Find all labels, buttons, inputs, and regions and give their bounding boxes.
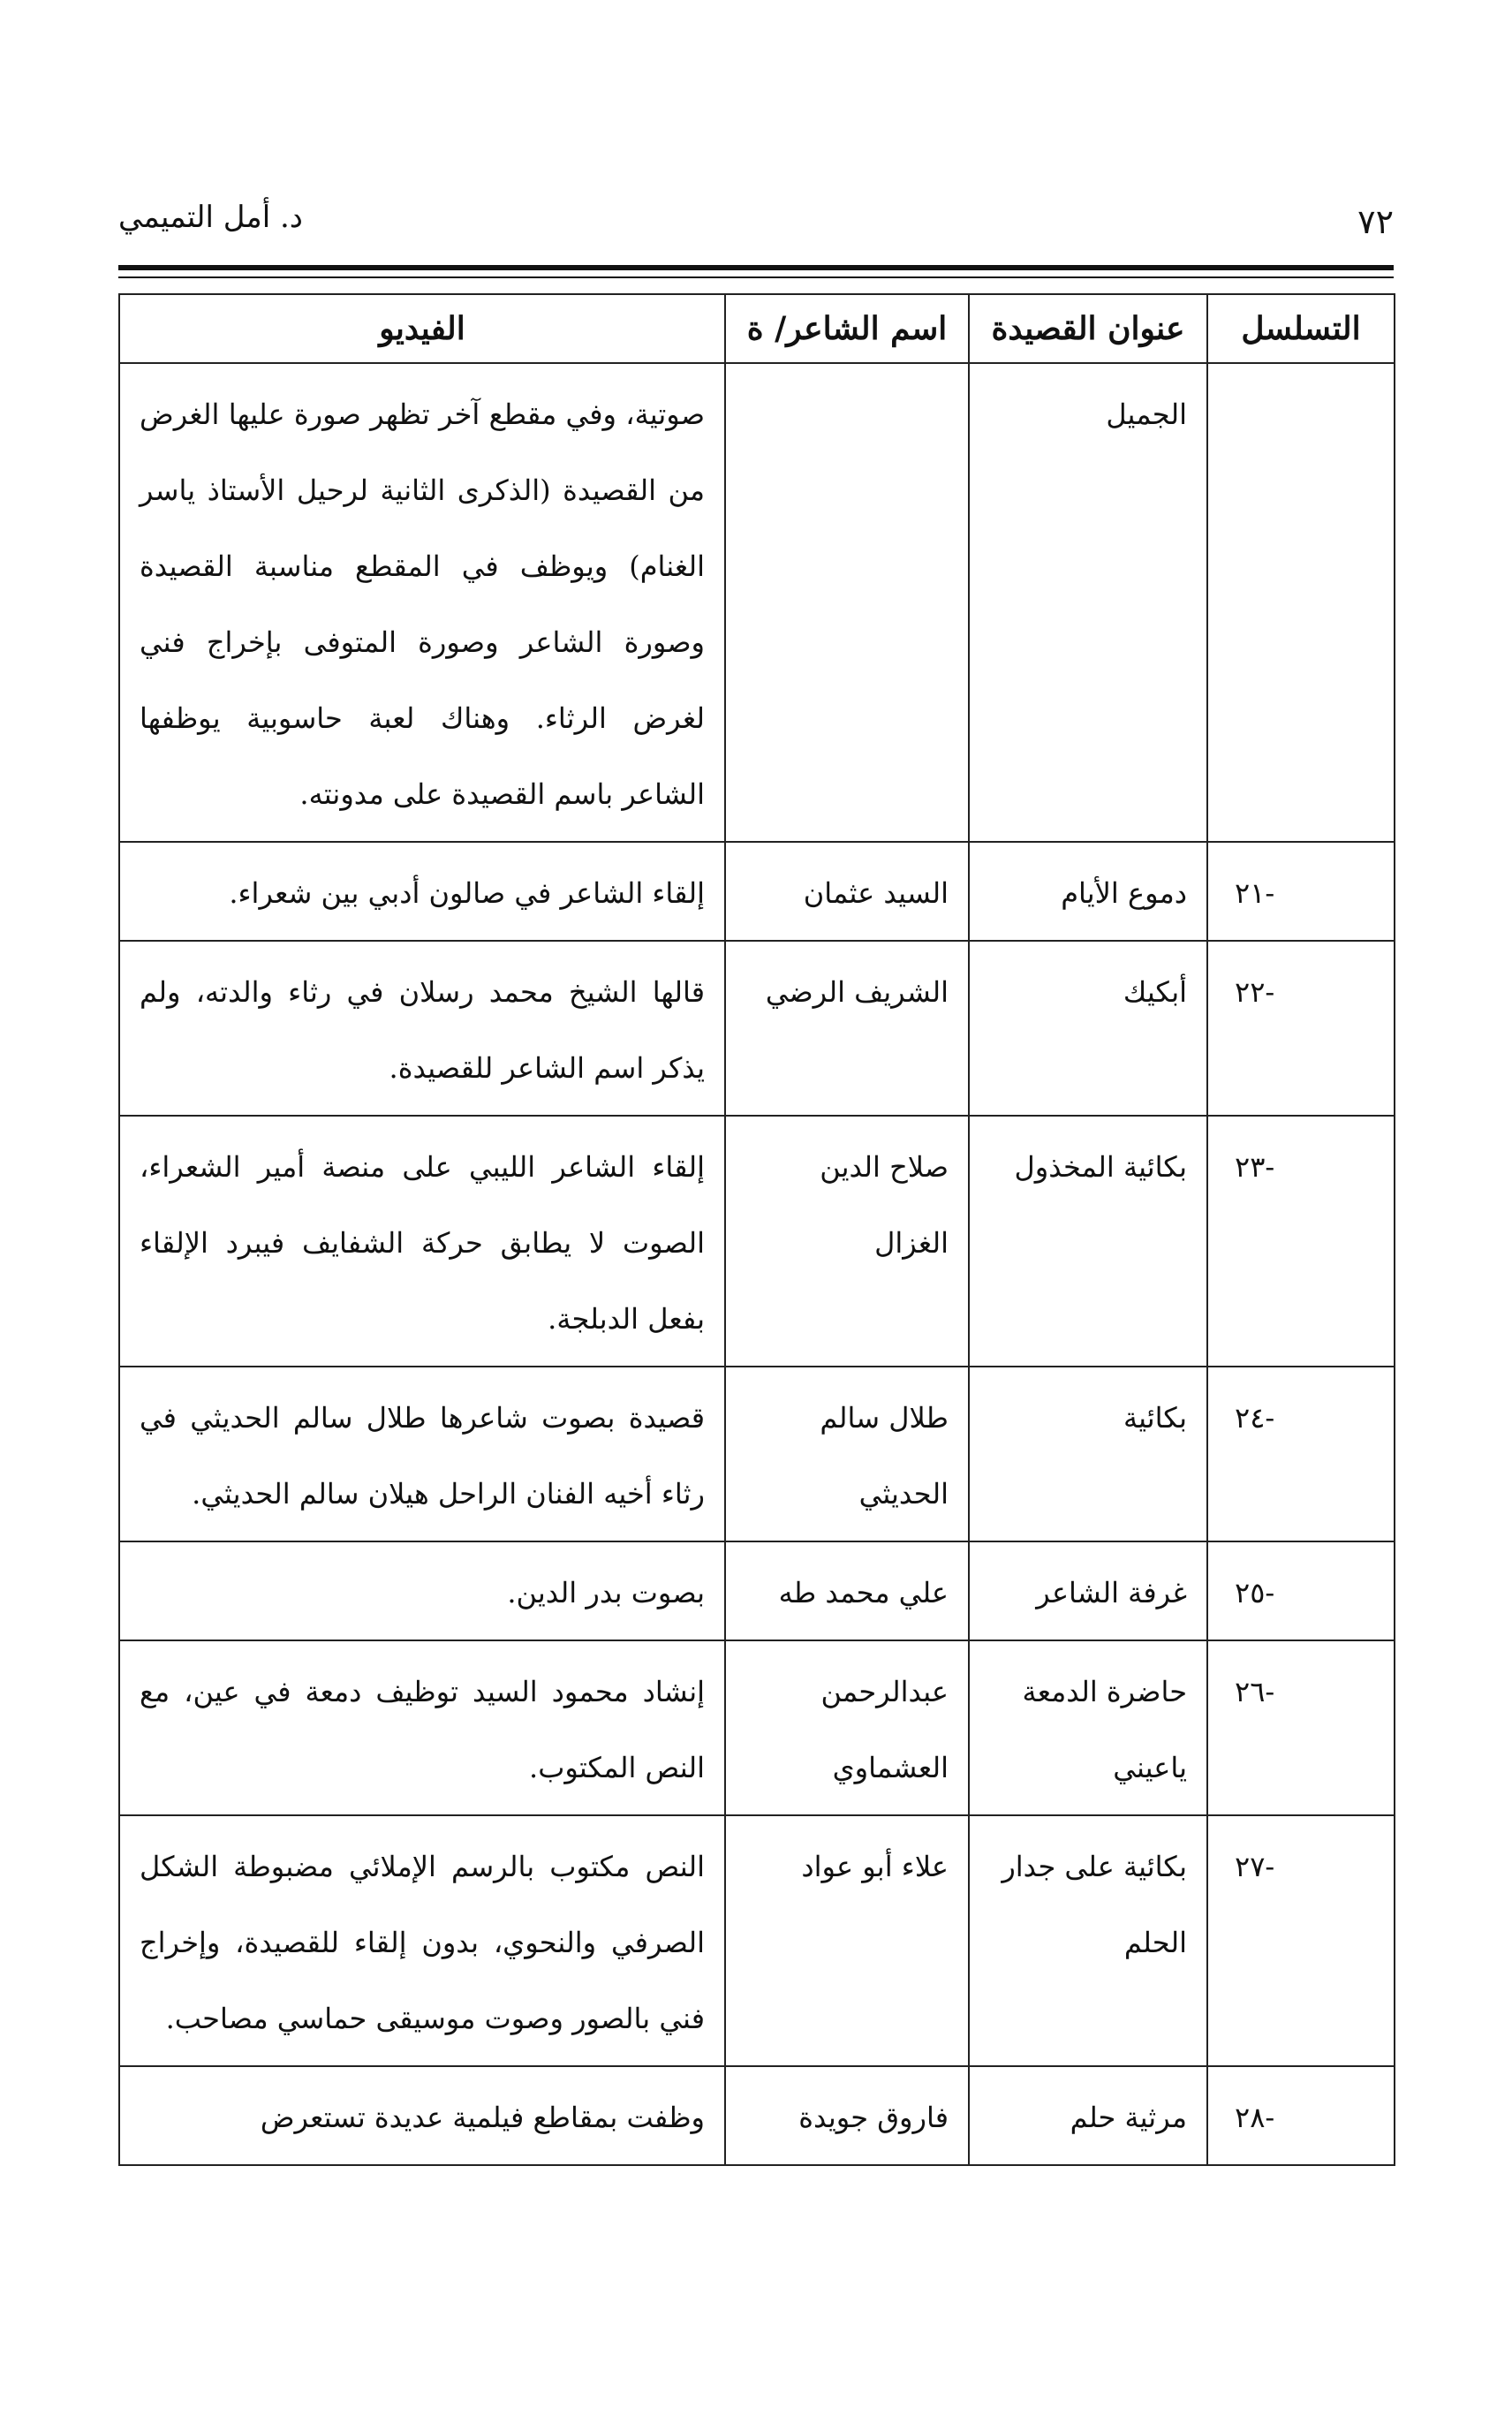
poet-name-cell: علاء أبو عواد — [725, 1815, 969, 2066]
video-cell: بصوت بدر الدين. — [119, 1541, 725, 1640]
table-row — [119, 1116, 1395, 1367]
sequence-cell: ٢٦- — [1207, 1640, 1395, 1815]
video-cell: إلقاء الشاعر في صالون أدبي بين شعراء. — [119, 842, 725, 941]
poet-name-cell: عبدالرحمن العشماوي — [725, 1640, 969, 1815]
poem-title-cell: غرفة الشاعر — [969, 1541, 1207, 1640]
poet-name-cell: علي محمد طه — [725, 1541, 969, 1640]
poems-table — [118, 293, 1395, 2166]
author-name: د. أمل التميمي — [118, 200, 303, 235]
header-rule-thick — [118, 265, 1394, 270]
table-row — [119, 1815, 1395, 2066]
header-rule-thin — [118, 276, 1394, 278]
poem-title-cell: دموع الأيام — [969, 842, 1207, 941]
poet-name-cell: صلاح الدين الغزال — [725, 1116, 969, 1367]
video-cell: النص مكتوب بالرسم الإملائي مضبوطة الشكل الصرفي والنحوي، بدون إلقاء للقصيدة، وإخراج فني بالصور وصوت موسيقى حماسي مصاحب. — [119, 1815, 725, 2066]
poem-title-cell: مرثية حلم — [969, 2066, 1207, 2165]
poem-title-cell: حاضرة الدمعة ياعيني — [969, 1640, 1207, 1815]
sequence-cell: ٢٧- — [1207, 1815, 1395, 2066]
table-header-row — [119, 294, 1395, 363]
sequence-cell: ٢٣- — [1207, 1116, 1395, 1367]
poem-title-cell: أبكيك — [969, 941, 1207, 1116]
table-row — [119, 1541, 1395, 1640]
poet-name-cell: طلال سالم الحديثي — [725, 1367, 969, 1541]
poem-title-cell: بكائية على جدار الحلم — [969, 1815, 1207, 2066]
sequence-cell: ٢٥- — [1207, 1541, 1395, 1640]
video-cell: قصيدة بصوت شاعرها طلال سالم الحديثي في رثاء أخيه الفنان الراحل هيلان سالم الحديثي. — [119, 1367, 725, 1541]
sequence-cell: ٢١- — [1207, 842, 1395, 941]
table-row — [119, 941, 1395, 1116]
page-number: ٧٢ — [1357, 202, 1394, 241]
poet-name-cell: فاروق جويدة — [725, 2066, 969, 2165]
column-header-sequence: التسلسل — [1207, 294, 1395, 363]
table-row — [119, 363, 1395, 842]
sequence-cell — [1207, 363, 1395, 842]
video-cell: صوتية، وفي مقطع آخر تظهر صورة عليها الغرض من القصيدة (الذكرى الثانية لرحيل الأستاذ ياسر الغنام) ويوظف في المقطع مناسبة القصيدة وصورة الشاعر وصورة المتوفى بإخراج فني لغرض الرثاء. وهناك لعبة حاسوبية يوظفها الشاعر باسم القصيدة على مدونته. — [119, 363, 725, 842]
poet-name-cell: السيد عثمان — [725, 842, 969, 941]
table-row — [119, 1640, 1395, 1815]
poem-title-cell: الجميل — [969, 363, 1207, 842]
column-header-video: الفيديو — [119, 294, 725, 363]
sequence-cell: ٢٨- — [1207, 2066, 1395, 2165]
poem-title-cell: بكائية المخذول — [969, 1116, 1207, 1367]
column-header-poem-title: عنوان القصيدة — [969, 294, 1207, 363]
sequence-cell: ٢٢- — [1207, 941, 1395, 1116]
poet-name-cell: الشريف الرضي — [725, 941, 969, 1116]
table-row — [119, 2066, 1395, 2165]
video-cell: وظفت بمقاطع فيلمية عديدة تستعرض — [119, 2066, 725, 2165]
video-cell: قالها الشيخ محمد رسلان في رثاء والدته، ولم يذكر اسم الشاعر للقصيدة. — [119, 941, 725, 1116]
page-header — [118, 196, 1394, 249]
table-row — [119, 1367, 1395, 1541]
video-cell: إنشاد محمود السيد توظيف دمعة في عين، مع النص المكتوب. — [119, 1640, 725, 1815]
sequence-cell: ٢٤- — [1207, 1367, 1395, 1541]
poet-name-cell — [725, 363, 969, 842]
table-row — [119, 842, 1395, 941]
video-cell: إلقاء الشاعر الليبي على منصة أمير الشعراء، الصوت لا يطابق حركة الشفايف فيبرد الإلقاء بفعل الدبلجة. — [119, 1116, 725, 1367]
poem-title-cell: بكائية — [969, 1367, 1207, 1541]
column-header-poet-name: اسم الشاعر/ ة — [725, 294, 969, 363]
